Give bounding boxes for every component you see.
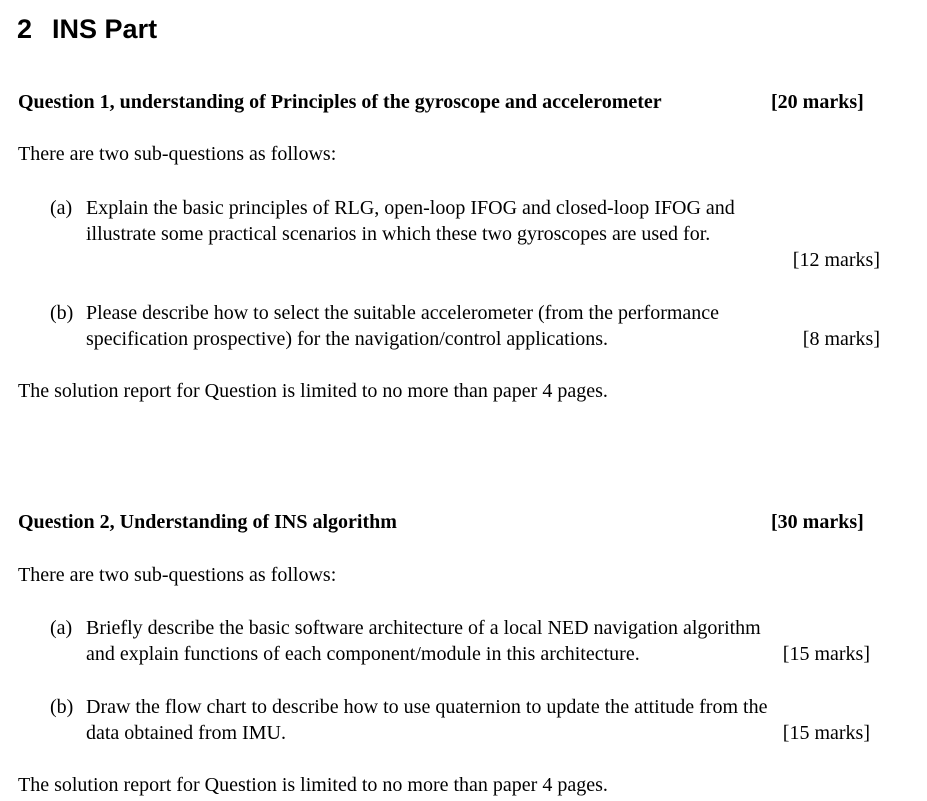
q2-a-line2-row <box>86 641 870 667</box>
q2-b-line2-row <box>86 720 880 746</box>
q1-a-label: (a) <box>50 197 73 219</box>
q1-a-line1 <box>86 195 880 221</box>
q2-b-line1 <box>86 694 880 720</box>
q2-a-label: (a) <box>50 617 73 639</box>
q2-b-line1-text: Draw the flow chart to describe how to use quaternion to update the attitude from the <box>86 696 768 718</box>
q1-b-line2-row <box>86 326 880 352</box>
q2-limit-note: The solution report for Question is limited to no more than paper 4 pages. <box>18 774 608 796</box>
q1-marks: [20 marks] <box>771 91 864 113</box>
q2-a-line2: and explain functions of each component/module in this architecture. <box>86 643 640 665</box>
q1-a-marks: [12 marks] <box>792 249 880 271</box>
q1-b-line1 <box>86 300 880 326</box>
q1-subquestion-b <box>50 300 880 352</box>
q2-subquestion-a <box>50 615 870 667</box>
q1-b-line1-text: Please describe how to select the suitable accelerometer (from the performance <box>86 302 720 324</box>
section-number: 2 <box>17 14 33 44</box>
q2-title: Question 2, Understanding of INS algorithm <box>18 511 397 533</box>
q2-b-label: (b) <box>50 696 74 718</box>
q2-b-marks: [15 marks] <box>782 722 870 744</box>
q2-subquestion-b <box>50 694 880 746</box>
q2-a-line1: Briefly describe the basic software architecture of a local NED navigation algorithm <box>86 617 761 639</box>
q1-b-label: (b) <box>50 302 74 324</box>
q1-a-line1-text: Explain the basic principles of RLG, open-loop IFOG and closed-loop IFOG and <box>86 197 735 219</box>
q2-marks: [30 marks] <box>771 511 864 533</box>
q2-intro: There are two sub-questions as follows: <box>18 564 337 586</box>
q1-a-line2: illustrate some practical scenarios in which these two gyroscopes are used for. <box>86 223 711 245</box>
q1-intro: There are two sub-questions as follows: <box>18 143 337 165</box>
q1-title: Question 1, understanding of Principles of the gyroscope and accelerometer <box>18 91 662 113</box>
q1-b-marks: [8 marks] <box>802 328 880 350</box>
q1-subquestion-a <box>50 195 880 273</box>
q2-b-line2: data obtained from IMU. <box>86 722 286 744</box>
q1-limit-note: The solution report for Question is limited to no more than paper 4 pages. <box>18 380 608 402</box>
q1-b-line2: specification prospective) for the navigation/control applications. <box>86 328 609 350</box>
section-title: INS Part <box>52 14 158 44</box>
q2-a-marks: [15 marks] <box>782 643 870 665</box>
section-heading <box>17 11 157 47</box>
